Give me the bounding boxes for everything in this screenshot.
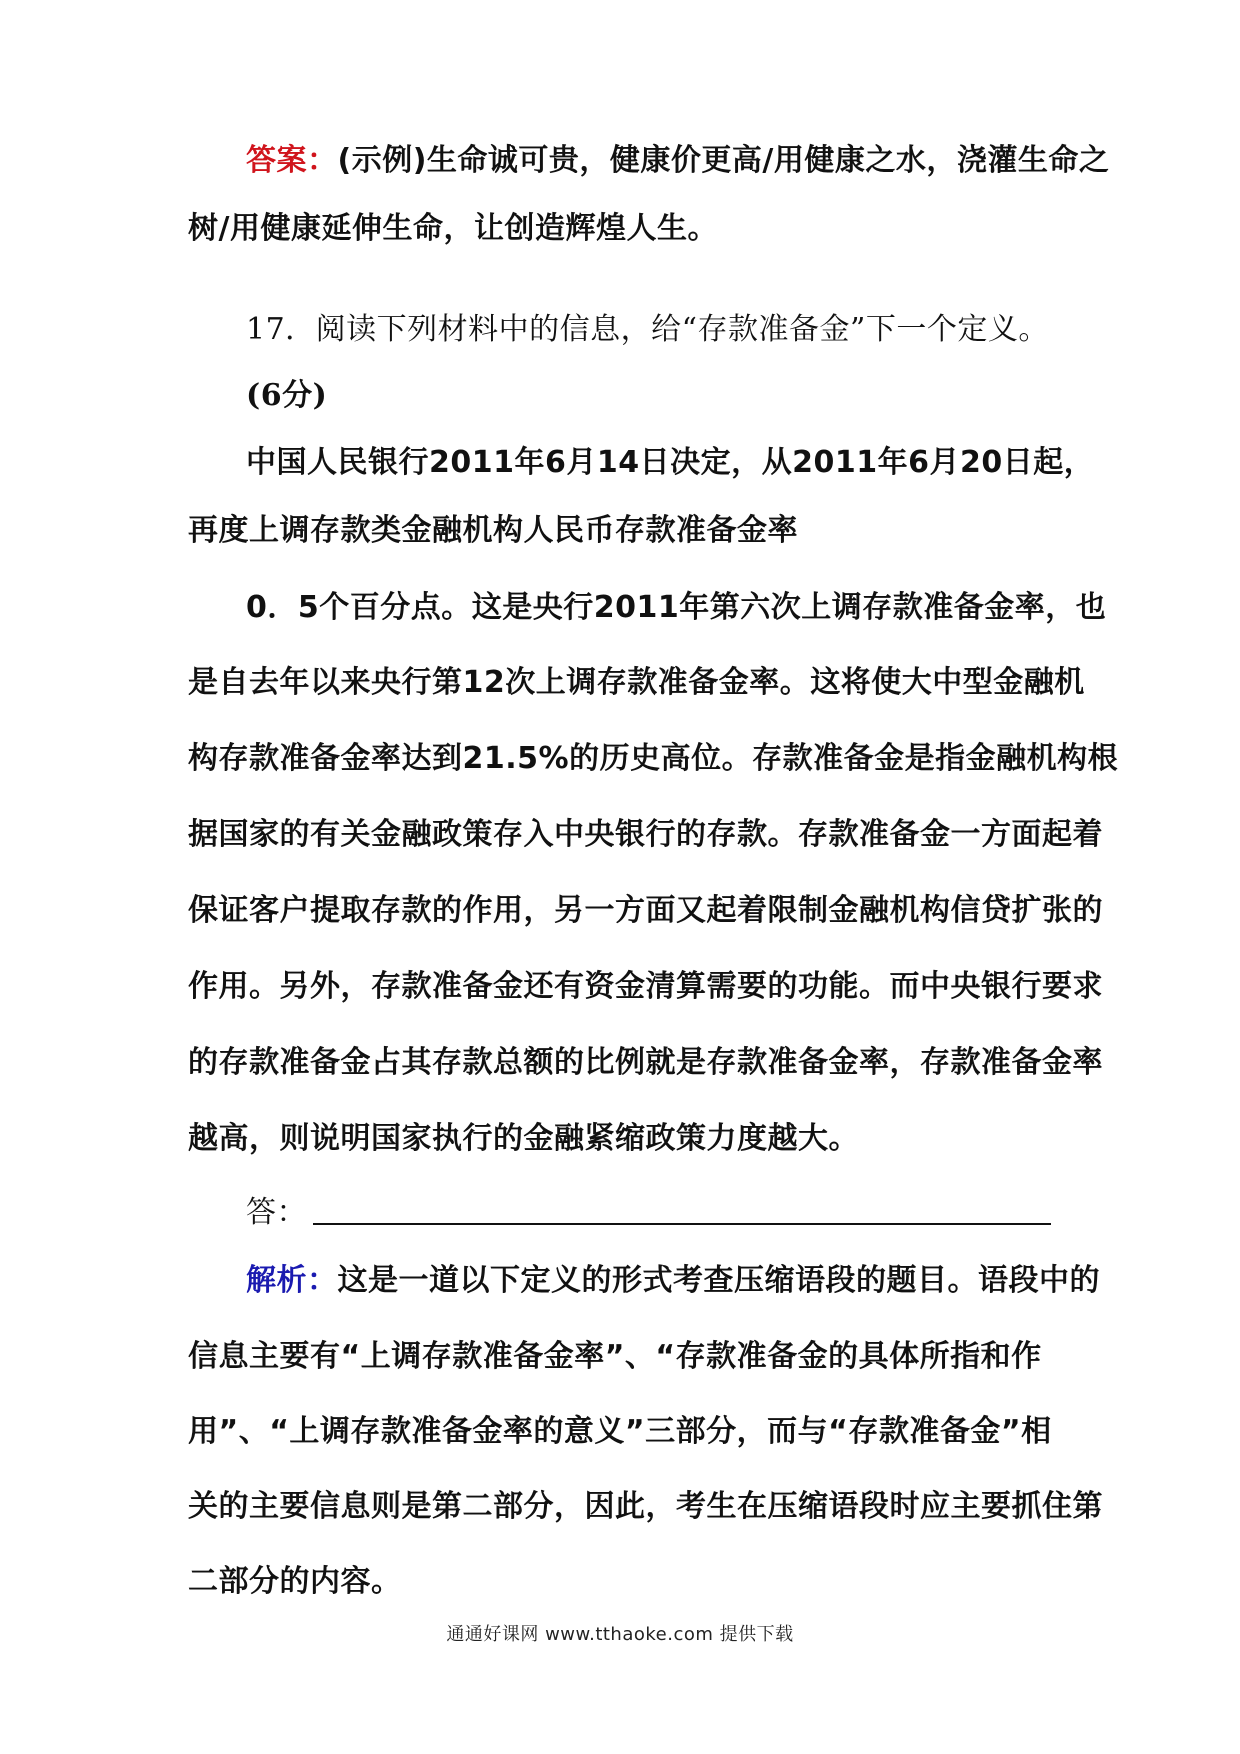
material-line-2: 再度上调存款类金融机构人民币存款准备金率 [188, 513, 798, 548]
analysis-line-3: 用”、“上调存款准备金率的意义”三部分，而与“存款准备金”相 [188, 1414, 1052, 1449]
answer-label: 答案： [246, 143, 338, 178]
material-line-4: 是自去年以来央行第12次上调存款准备金率。这将使大中型金融机 [188, 665, 1085, 700]
analysis-label: 解析： [246, 1263, 338, 1298]
material-line-3: 0．5个百分点。这是央行2011年第六次上调存款准备金率，也 [246, 590, 1107, 625]
material-line-8: 作用。另外，存款准备金还有资金清算需要的功能。而中央银行要求 [188, 969, 1103, 1004]
material-line-7: 保证客户提取存款的作用，另一方面又起着限制金融机构信贷扩张的 [188, 893, 1103, 928]
answer-prev-line-2: 树/用健康延伸生命，让创造辉煌人生。 [188, 211, 718, 246]
question-17-text: 17．阅读下列材料中的信息，给“存款准备金”下一个定义。 [246, 312, 1049, 347]
answer-blank-row [246, 1193, 1051, 1233]
material-line-9: 的存款准备金占其存款总额的比例就是存款准备金率，存款准备金率 [188, 1045, 1103, 1080]
page-footer: 通通好课网 www.tthaoke.com 提供下载 [446, 1624, 794, 1645]
answer-blank-line[interactable] [313, 1222, 1051, 1225]
answer-prev-text-1: (示例)生命诚可贵，健康价更高/用健康之水，浇灌生命之 [337, 143, 1110, 178]
answer-prev-line-1 [246, 141, 1109, 181]
material-line-5: 构存款准备金率达到21.5%的历史高位。存款准备金是指金融机构根 [188, 741, 1119, 776]
analysis-line-4: 关的主要信息则是第二部分，因此，考生在压缩语段时应主要抓住第 [188, 1489, 1103, 1524]
analysis-text-1: 这是一道以下定义的形式考查压缩语段的题目。语段中的 [337, 1263, 1100, 1298]
analysis-line-5: 二部分的内容。 [188, 1564, 402, 1599]
answer-blank-label: 答： [246, 1195, 307, 1230]
analysis-line-2: 信息主要有“上调存款准备金率”、“存款准备金的具体所指和作 [188, 1339, 1042, 1374]
material-line-6: 据国家的有关金融政策存入中央银行的存款。存款准备金一方面起着 [188, 817, 1103, 852]
analysis-line-1 [246, 1261, 1100, 1301]
material-line-1: 中国人民银行2011年6月14日决定，从2011年6月20日起， [246, 445, 1095, 480]
material-line-10: 越高，则说明国家执行的金融紧缩政策力度越大。 [188, 1121, 859, 1156]
question-17-score: (6分) [246, 378, 328, 413]
